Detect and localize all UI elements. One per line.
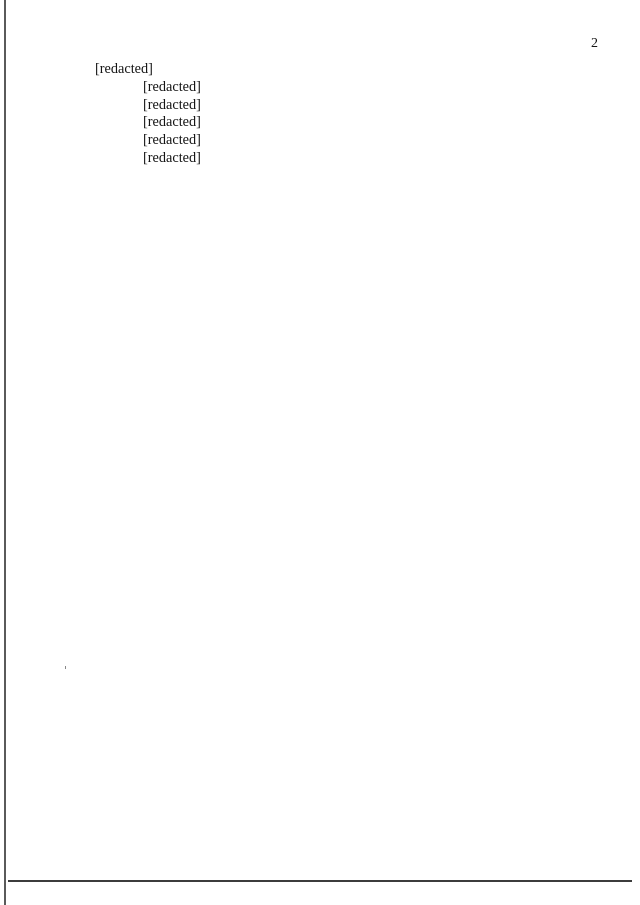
paragraph-7-ministry-request: [redacted]	[143, 114, 201, 131]
paragraph-payment-application: [redacted]	[143, 132, 201, 149]
scan-left-edge	[4, 0, 6, 905]
document-body	[95, 61, 600, 168]
paragraph-6-notification: [redacted]	[143, 78, 201, 95]
paragraph-continuation: [redacted]	[95, 61, 153, 77]
page-number: 2	[591, 36, 598, 51]
paragraph-8-delivery: [redacted]	[143, 149, 201, 166]
scan-artifact	[65, 666, 66, 669]
scan-bottom-edge	[8, 880, 632, 882]
paragraph-appeal: [redacted]	[143, 96, 201, 113]
